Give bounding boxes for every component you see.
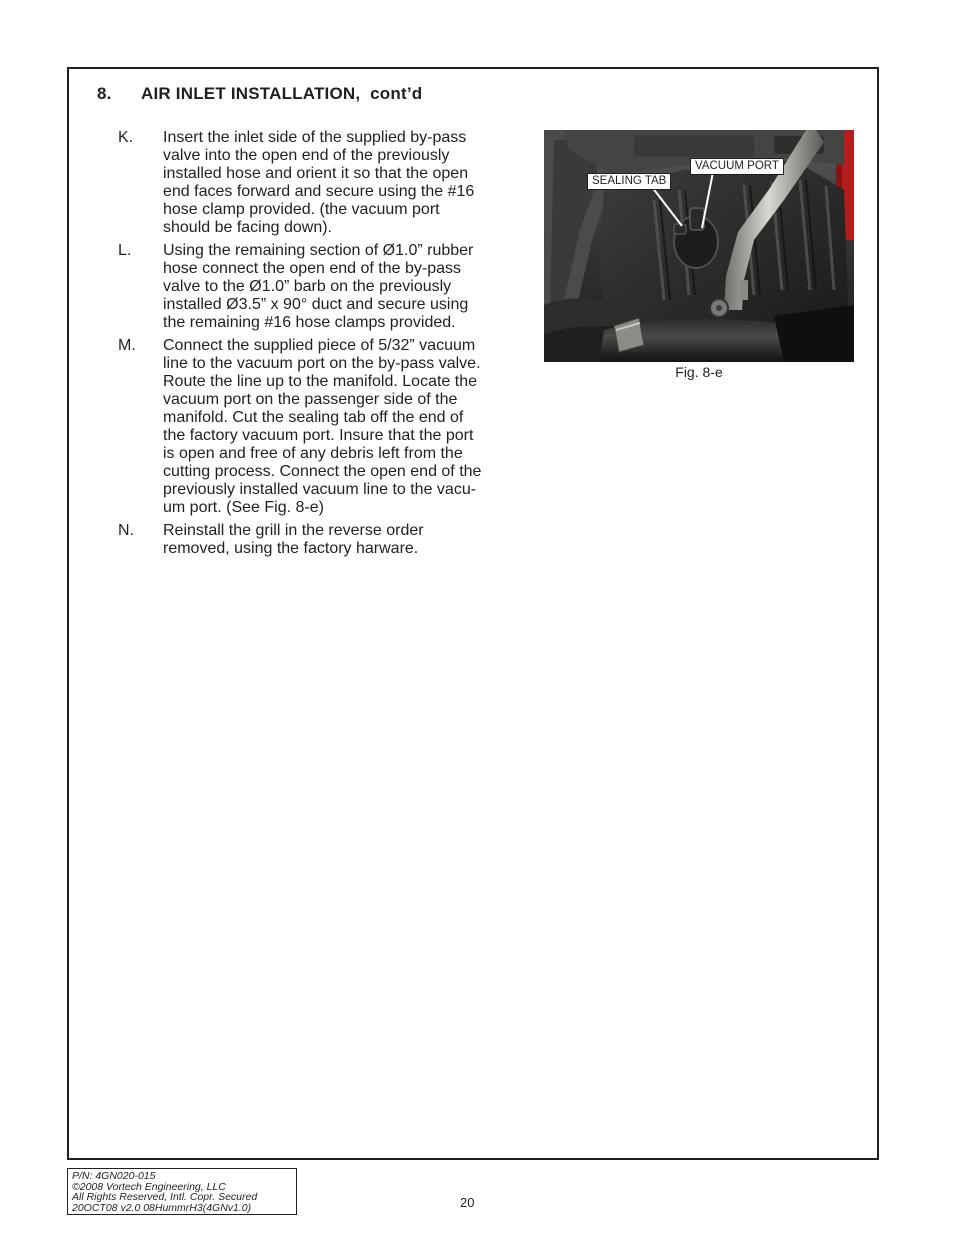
step-k	[118, 129, 518, 237]
step-letter: L.	[118, 242, 132, 259]
engine-photo	[544, 130, 854, 362]
step-line: is open and free of any debris left from the	[163, 445, 463, 462]
page-number: 20	[460, 1195, 475, 1210]
pn-line: ©2008 Vortech Engineering, LLC	[72, 1180, 226, 1193]
pn-line: P/N: 4GN020-015	[72, 1170, 156, 1182]
step-text	[163, 522, 513, 558]
step-line: Insert the inlet side of the supplied by-pass	[163, 129, 467, 146]
step-line: should be facing down).	[163, 219, 332, 236]
vacuum-port-callout: VACUUM PORT	[690, 158, 784, 175]
instruction-steps	[118, 129, 518, 563]
step-letter: N.	[118, 522, 134, 539]
step-line: removed, using the factory harware.	[163, 540, 419, 557]
step-letter: M.	[118, 337, 136, 354]
step-line: valve to the Ø1.0” barb on the previously	[163, 278, 452, 295]
step-line: Reinstall the grill in the reverse order	[163, 522, 424, 539]
pn-line: All Rights Reserved, Intl. Copr. Secured	[72, 1191, 258, 1203]
step-line: Using the remaining section of Ø1.0” rubber	[163, 242, 474, 259]
step-text	[163, 337, 513, 517]
step-line: line to the vacuum port on the by-pass valve.	[163, 355, 481, 372]
sealing-tab-callout: SEALING TAB	[587, 173, 671, 190]
part-number-box	[67, 1168, 297, 1215]
step-line: cutting process. Connect the open end of the	[163, 463, 482, 480]
step-line: hose clamp provided. (the vacuum port	[163, 201, 440, 218]
step-text	[163, 242, 513, 332]
step-letter: K.	[118, 129, 134, 146]
section-title: AIR INLET INSTALLATION,	[141, 84, 361, 103]
step-n	[118, 522, 518, 558]
section-number: 8.	[97, 84, 112, 103]
step-line: the remaining #16 hose clamps provided.	[163, 314, 456, 331]
pn-line: 20OCT08 v2.0 08HummrH3(4GNv1.0)	[72, 1201, 252, 1214]
step-l	[118, 242, 518, 332]
step-line: previously installed vacuum line to the vacu-	[163, 481, 477, 498]
step-line: Route the line up to the manifold. Locate the	[163, 373, 477, 390]
step-line: valve into the open end of the previously	[163, 147, 450, 164]
step-line: vacuum port on the passenger side of the	[163, 391, 458, 408]
step-line: installed Ø3.5” x 90° duct and secure using	[163, 296, 469, 313]
section-suffix: cont’d	[370, 84, 423, 103]
step-line: end faces forward and secure using the #16	[163, 183, 475, 200]
step-line: the factory vacuum port. Insure that the port	[163, 427, 474, 444]
figure-caption: Fig. 8-e	[675, 364, 723, 380]
step-line: manifold. Cut the sealing tab off the end of	[163, 409, 464, 426]
step-m	[118, 337, 518, 517]
step-text	[163, 129, 513, 237]
step-line: hose connect the open end of the by-pass	[163, 260, 461, 277]
step-line: Connect the supplied piece of 5/32” vacuum	[163, 337, 476, 354]
step-line: um port. (See Fig. 8-e)	[163, 499, 324, 516]
section-heading	[97, 84, 422, 104]
step-line: installed hose and orient it so that the open	[163, 165, 469, 182]
